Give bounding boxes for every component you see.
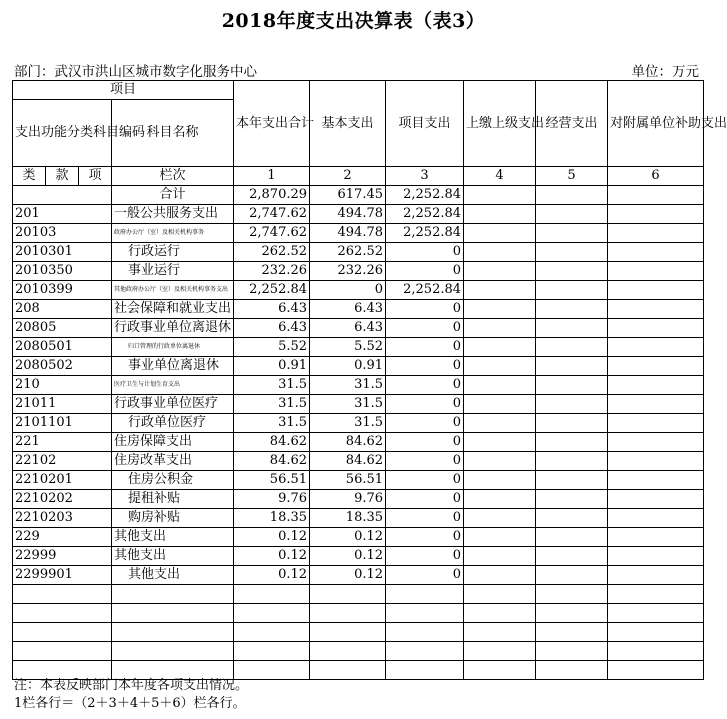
header-xiang: 项	[79, 167, 112, 186]
table-row	[13, 243, 704, 262]
row-total: 31.5	[234, 395, 310, 414]
row-total: 56.51	[234, 471, 310, 490]
unit-label: 单位：万元	[631, 64, 699, 80]
row-remit	[464, 433, 536, 452]
row-business	[536, 509, 608, 528]
row-subsidy	[608, 319, 704, 338]
row-subsidy	[608, 357, 704, 376]
row-subsidy	[608, 490, 704, 509]
row-remit	[464, 300, 536, 319]
empty-cell	[234, 642, 310, 661]
row-project: 0	[386, 395, 464, 414]
row-business	[536, 319, 608, 338]
row-project: 0	[386, 243, 464, 262]
row-code: 2010399	[13, 281, 112, 300]
empty-row	[13, 585, 704, 604]
row-total: 31.5	[234, 414, 310, 433]
header-lei: 类	[13, 167, 46, 186]
row-name: 其他支出	[112, 566, 234, 585]
table-row	[13, 376, 704, 395]
row-name: 归口管理的行政单位离退休	[112, 338, 234, 357]
row-project: 0	[386, 471, 464, 490]
row-project: 0	[386, 300, 464, 319]
row-total: 9.76	[234, 490, 310, 509]
row-total: 0.91	[234, 357, 310, 376]
row-project: 2,252.84	[386, 205, 464, 224]
empty-cell	[386, 604, 464, 623]
row-remit	[464, 243, 536, 262]
row-project: 0	[386, 376, 464, 395]
row-subsidy	[608, 433, 704, 452]
row-project: 0	[386, 566, 464, 585]
empty-cell	[386, 623, 464, 642]
row-code: 2299901	[13, 566, 112, 585]
row-basic: 0.91	[310, 357, 386, 376]
note-line-1: 注：本表反映部门本年度各项支出情况。	[14, 678, 249, 693]
row-name: 行政单位医疗	[112, 414, 234, 433]
row-remit	[464, 338, 536, 357]
row-total: 232.26	[234, 262, 310, 281]
row-name: 行政事业单位离退休	[112, 319, 234, 338]
empty-cell	[13, 585, 112, 604]
table-row	[13, 357, 704, 376]
table-row	[13, 528, 704, 547]
row-subsidy	[608, 414, 704, 433]
sum-subsidy	[608, 186, 704, 205]
table-row	[13, 300, 704, 319]
table-row	[13, 395, 704, 414]
row-name: 其他政府办公厅（室）及相关机构事务支出	[112, 281, 234, 300]
row-total: 31.5	[234, 376, 310, 395]
empty-cell	[386, 585, 464, 604]
expenditure-table	[12, 80, 727, 680]
empty-cell	[310, 661, 386, 680]
row-basic: 18.35	[310, 509, 386, 528]
empty-cell	[464, 642, 536, 661]
empty-cell	[234, 623, 310, 642]
empty-cell	[464, 604, 536, 623]
empty-cell	[464, 585, 536, 604]
row-remit	[464, 452, 536, 471]
row-code: 20103	[13, 224, 112, 243]
row-total: 6.43	[234, 319, 310, 338]
empty-row	[13, 642, 704, 661]
empty-cell	[13, 642, 112, 661]
department-label: 部门：武汉市洪山区城市数字化服务中心	[14, 64, 257, 80]
row-basic: 56.51	[310, 471, 386, 490]
empty-cell	[234, 604, 310, 623]
empty-cell	[536, 623, 608, 642]
sum-label: 合计	[112, 186, 234, 205]
header-col3: 3	[386, 167, 464, 186]
row-project: 2,252.84	[386, 224, 464, 243]
row-business	[536, 376, 608, 395]
header-basic: 基本支出	[310, 81, 386, 167]
table-row	[13, 471, 704, 490]
row-name: 一般公共服务支出	[112, 205, 234, 224]
empty-cell	[608, 604, 704, 623]
header-col6: 6	[608, 167, 704, 186]
row-basic: 262.52	[310, 243, 386, 262]
row-remit	[464, 376, 536, 395]
row-remit	[464, 224, 536, 243]
row-project: 0	[386, 490, 464, 509]
table-row	[13, 281, 704, 300]
row-basic: 494.78	[310, 224, 386, 243]
table-row	[13, 452, 704, 471]
row-basic: 84.62	[310, 452, 386, 471]
row-basic: 31.5	[310, 395, 386, 414]
row-business	[536, 471, 608, 490]
row-name: 行政运行	[112, 243, 234, 262]
table-row	[13, 414, 704, 433]
table-row	[13, 547, 704, 566]
row-basic: 0.12	[310, 547, 386, 566]
row-basic: 5.52	[310, 338, 386, 357]
row-total: 84.62	[234, 433, 310, 452]
table-row	[13, 509, 704, 528]
row-business	[536, 395, 608, 414]
row-basic: 31.5	[310, 414, 386, 433]
note-line-2: 1栏各行＝（2＋3＋4＋5＋6）栏各行。	[14, 696, 246, 711]
row-remit	[464, 281, 536, 300]
row-name: 住房保障支出	[112, 433, 234, 452]
row-code: 201	[13, 205, 112, 224]
empty-cell	[112, 623, 234, 642]
row-subsidy	[608, 395, 704, 414]
row-remit	[464, 509, 536, 528]
row-subsidy	[608, 547, 704, 566]
row-subsidy	[608, 243, 704, 262]
empty-cell	[310, 642, 386, 661]
header-name: 科目名称	[112, 100, 234, 167]
row-basic: 9.76	[310, 490, 386, 509]
row-project: 0	[386, 452, 464, 471]
row-business	[536, 357, 608, 376]
row-business	[536, 414, 608, 433]
header-row-1	[13, 81, 704, 100]
row-code: 2080501	[13, 338, 112, 357]
sum-code-cell	[13, 186, 112, 205]
row-remit	[464, 205, 536, 224]
row-subsidy	[608, 338, 704, 357]
row-subsidy	[608, 509, 704, 528]
empty-cell	[536, 585, 608, 604]
empty-cell	[234, 585, 310, 604]
row-business	[536, 243, 608, 262]
header-project: 项目支出	[386, 81, 464, 167]
row-subsidy	[608, 281, 704, 300]
row-name: 其他支出	[112, 547, 234, 566]
empty-cell	[608, 585, 704, 604]
row-subsidy	[608, 528, 704, 547]
row-project: 0	[386, 338, 464, 357]
row-subsidy	[608, 471, 704, 490]
table-row	[13, 566, 704, 585]
row-subsidy	[608, 452, 704, 471]
row-code: 22999	[13, 547, 112, 566]
row-name: 事业单位离退休	[112, 357, 234, 376]
row-subsidy	[608, 566, 704, 585]
empty-cell	[13, 604, 112, 623]
row-business	[536, 262, 608, 281]
row-business	[536, 566, 608, 585]
row-subsidy	[608, 376, 704, 395]
row-total: 0.12	[234, 547, 310, 566]
row-project: 0	[386, 433, 464, 452]
sum-basic: 617.45	[310, 186, 386, 205]
empty-cell	[386, 661, 464, 680]
row-name: 住房改革支出	[112, 452, 234, 471]
row-code: 2210203	[13, 509, 112, 528]
row-remit	[464, 414, 536, 433]
sum-business	[536, 186, 608, 205]
header-col4: 4	[464, 167, 536, 186]
row-basic: 232.26	[310, 262, 386, 281]
row-remit	[464, 528, 536, 547]
header-kuan: 款	[46, 167, 79, 186]
row-name: 购房补贴	[112, 509, 234, 528]
row-remit	[464, 357, 536, 376]
row-business	[536, 300, 608, 319]
row-project: 2,252.84	[386, 281, 464, 300]
header-remit: 上缴上级支出	[464, 81, 536, 167]
row-basic: 0.12	[310, 528, 386, 547]
page-title: 2018年度支出决算表（表3）	[221, 10, 486, 32]
row-code: 2210202	[13, 490, 112, 509]
empty-cell	[386, 642, 464, 661]
row-name: 其他支出	[112, 528, 234, 547]
empty-cell	[112, 604, 234, 623]
empty-cell	[112, 585, 234, 604]
sum-remit	[464, 186, 536, 205]
empty-row	[13, 604, 704, 623]
table-row	[13, 433, 704, 452]
row-code: 2101101	[13, 414, 112, 433]
row-business	[536, 433, 608, 452]
row-code: 229	[13, 528, 112, 547]
row-remit	[464, 566, 536, 585]
row-code: 210	[13, 376, 112, 395]
row-name: 事业运行	[112, 262, 234, 281]
row-business	[536, 281, 608, 300]
row-business	[536, 205, 608, 224]
row-business	[536, 547, 608, 566]
empty-cell	[310, 585, 386, 604]
sum-row	[13, 186, 704, 205]
row-code: 2010350	[13, 262, 112, 281]
sum-project: 2,252.84	[386, 186, 464, 205]
row-project: 0	[386, 262, 464, 281]
table-row	[13, 319, 704, 338]
header-business: 经营支出	[536, 81, 608, 167]
row-remit	[464, 395, 536, 414]
row-subsidy	[608, 205, 704, 224]
row-name: 医疗卫生与计划生育支出	[112, 376, 234, 395]
row-total: 18.35	[234, 509, 310, 528]
row-name: 住房公积金	[112, 471, 234, 490]
row-total: 0.12	[234, 566, 310, 585]
row-business	[536, 224, 608, 243]
empty-cell	[112, 642, 234, 661]
row-code: 21011	[13, 395, 112, 414]
sum-total: 2,870.29	[234, 186, 310, 205]
row-remit	[464, 319, 536, 338]
row-total: 84.62	[234, 452, 310, 471]
row-remit	[464, 547, 536, 566]
row-remit	[464, 471, 536, 490]
table-row	[13, 338, 704, 357]
row-code: 2010301	[13, 243, 112, 262]
row-business	[536, 528, 608, 547]
row-project: 0	[386, 357, 464, 376]
row-business	[536, 490, 608, 509]
row-code: 20805	[13, 319, 112, 338]
row-basic: 84.62	[310, 433, 386, 452]
row-subsidy	[608, 300, 704, 319]
table-row	[13, 205, 704, 224]
row-code: 208	[13, 300, 112, 319]
row-remit	[464, 262, 536, 281]
row-name: 政府办公厅（室）及相关机构事务	[112, 224, 234, 243]
row-basic: 0.12	[310, 566, 386, 585]
header-col-label: 栏次	[112, 167, 234, 186]
row-project: 0	[386, 414, 464, 433]
header-col5: 5	[536, 167, 608, 186]
table-row	[13, 490, 704, 509]
row-name: 提租补贴	[112, 490, 234, 509]
row-total: 0.12	[234, 528, 310, 547]
row-code: 22102	[13, 452, 112, 471]
empty-cell	[536, 604, 608, 623]
row-total: 2,747.62	[234, 205, 310, 224]
empty-cell	[608, 623, 704, 642]
row-basic: 494.78	[310, 205, 386, 224]
empty-cell	[608, 642, 704, 661]
header-col2: 2	[310, 167, 386, 186]
empty-row	[13, 623, 704, 642]
row-project: 0	[386, 528, 464, 547]
row-subsidy	[608, 224, 704, 243]
empty-cell	[464, 661, 536, 680]
table-row	[13, 262, 704, 281]
row-total: 5.52	[234, 338, 310, 357]
empty-cell	[310, 604, 386, 623]
empty-cell	[464, 623, 536, 642]
row-code: 221	[13, 433, 112, 452]
row-basic: 6.43	[310, 300, 386, 319]
header-subsidy: 对附属单位补助支出	[608, 81, 704, 167]
row-total: 262.52	[234, 243, 310, 262]
row-project: 0	[386, 319, 464, 338]
header-code: 支出功能分类科目编码	[13, 100, 112, 167]
row-total: 6.43	[234, 300, 310, 319]
empty-cell	[536, 642, 608, 661]
header-total: 本年支出合计	[234, 81, 310, 167]
row-name: 社会保障和就业支出	[112, 300, 234, 319]
row-total: 2,747.62	[234, 224, 310, 243]
row-basic: 31.5	[310, 376, 386, 395]
header-item: 项目	[13, 81, 234, 100]
row-remit	[464, 490, 536, 509]
row-basic: 6.43	[310, 319, 386, 338]
row-code: 2080502	[13, 357, 112, 376]
row-name: 行政事业单位医疗	[112, 395, 234, 414]
row-basic: 0	[310, 281, 386, 300]
row-subsidy	[608, 262, 704, 281]
row-total: 2,252.84	[234, 281, 310, 300]
header-col1: 1	[234, 167, 310, 186]
empty-cell	[13, 623, 112, 642]
row-business	[536, 452, 608, 471]
empty-cell	[536, 661, 608, 680]
empty-cell	[608, 661, 704, 680]
row-project: 0	[386, 509, 464, 528]
empty-cell	[310, 623, 386, 642]
row-code: 2210201	[13, 471, 112, 490]
row-business	[536, 338, 608, 357]
table-row	[13, 224, 704, 243]
row-project: 0	[386, 547, 464, 566]
